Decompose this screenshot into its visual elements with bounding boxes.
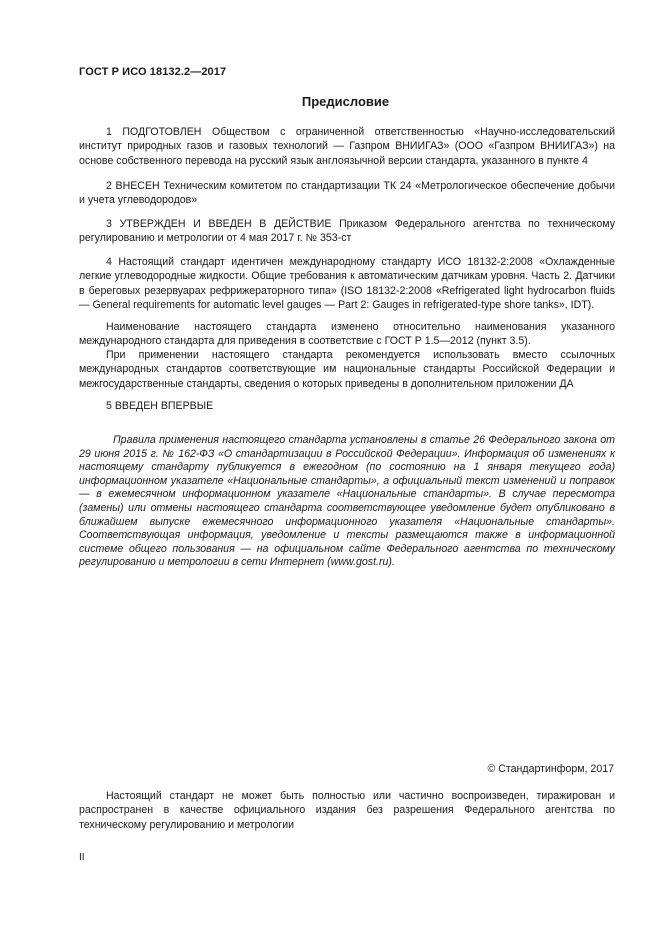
application-rules-notice: Правила применения настоящего стандарта установлены в статье 26 Федерального закона от 29 июня 2015 г. № 162-ФЗ «О стандартизации в Российской Федерации». Информация об изменениях к настоящему стандарту публикуется в ежегодном (по состоянию на 1 января текущего года) информационном указателе «Национальные стандарты», а официальный текст изменений и поправок — в ежемесячном информационном указателе «Национальные стандарты». В случае пересмотра (замены) или отмены настоящего стандарта соответствующее уведомление будет опубликовано в ближайшем выпуске ежемесячного информационного указателя «Национальные стандарты». Соответствующая информация, уведомление и тексты размещаются также в информационной системе общего пользования — на официальном сайте Федерального агентства по техническому регулированию и метрологии в сети Интернет (www.gost.ru). <box>79 434 615 569</box>
section-4-name-change-note: Наименование настоящего стандарта изменено относительно наименования указанного международного стандарта для приведения в соответствие с ГОСТ Р 1.5—2012 (пункт 3.5). <box>79 321 615 348</box>
section-4-identical-standard: 4 Настоящий стандарт идентичен международному стандарту ИСО 18132-2:2008 «Охлажденные легкие углеводородные жидкости. Общие требования к автоматическим датчикам уровня. Часть 2. Датчики в береговых резервуарах рефрижераторного типа» (ISO 18132-2:2008 «Refrigerated light hydrocarbon fluids — General requirements for automatic level gauges — Part 2: Gauges in refrigerated-type shore tanks», IDT). <box>79 256 615 312</box>
reproduction-restriction-note: Настоящий стандарт не может быть полностью или частично воспроизведен, тиражирован и распространен в качестве официального издания без разрешения Федерального агентства по техническому регулированию и метрологии <box>79 790 615 831</box>
page-number: II <box>79 852 85 863</box>
copyright-line: © Стандартинформ, 2017 <box>487 763 614 775</box>
document-code-header: ГОСТ Р ИСО 18132.2—2017 <box>79 66 227 78</box>
section-1-prepared-by: 1 ПОДГОТОВЛЕН Обществом с ограниченной ответственностью «Научно-исследовательский институт природных газов и газовых технологий — Газпром ВНИИГАЗ» (ООО «Газпром ВНИИГАЗ») на основе собственного перевода на русский язык англоязычной версии стандарта, указанного в пункте 4 <box>79 126 615 167</box>
section-3-approved: 3 УТВЕРЖДЕН И ВВЕДЕН В ДЕЙСТВИЕ Приказом Федерального агентства по техническому регулированию и метрологии от 4 мая 2017 г. № 353-ст <box>79 218 615 245</box>
section-4-reference-standards-note: При применении настоящего стандарта рекомендуется использовать вместо ссылочных международных стандартов соответствующие им национальные стандарты Российской Федерации и межгосударственные стандарты, сведения о которых приведены в дополнительном приложении ДА <box>79 349 615 390</box>
section-2-submitted-by: 2 ВНЕСЕН Техническим комитетом по стандартизации ТК 24 «Метрологическое обеспечение добычи и учета углеводородов» <box>79 180 615 207</box>
page-title-text: Предисловие <box>301 94 390 109</box>
section-5-first-introduced: 5 ВВЕДЕН ВПЕРВЫЕ <box>106 400 214 412</box>
page-title <box>0 94 661 109</box>
